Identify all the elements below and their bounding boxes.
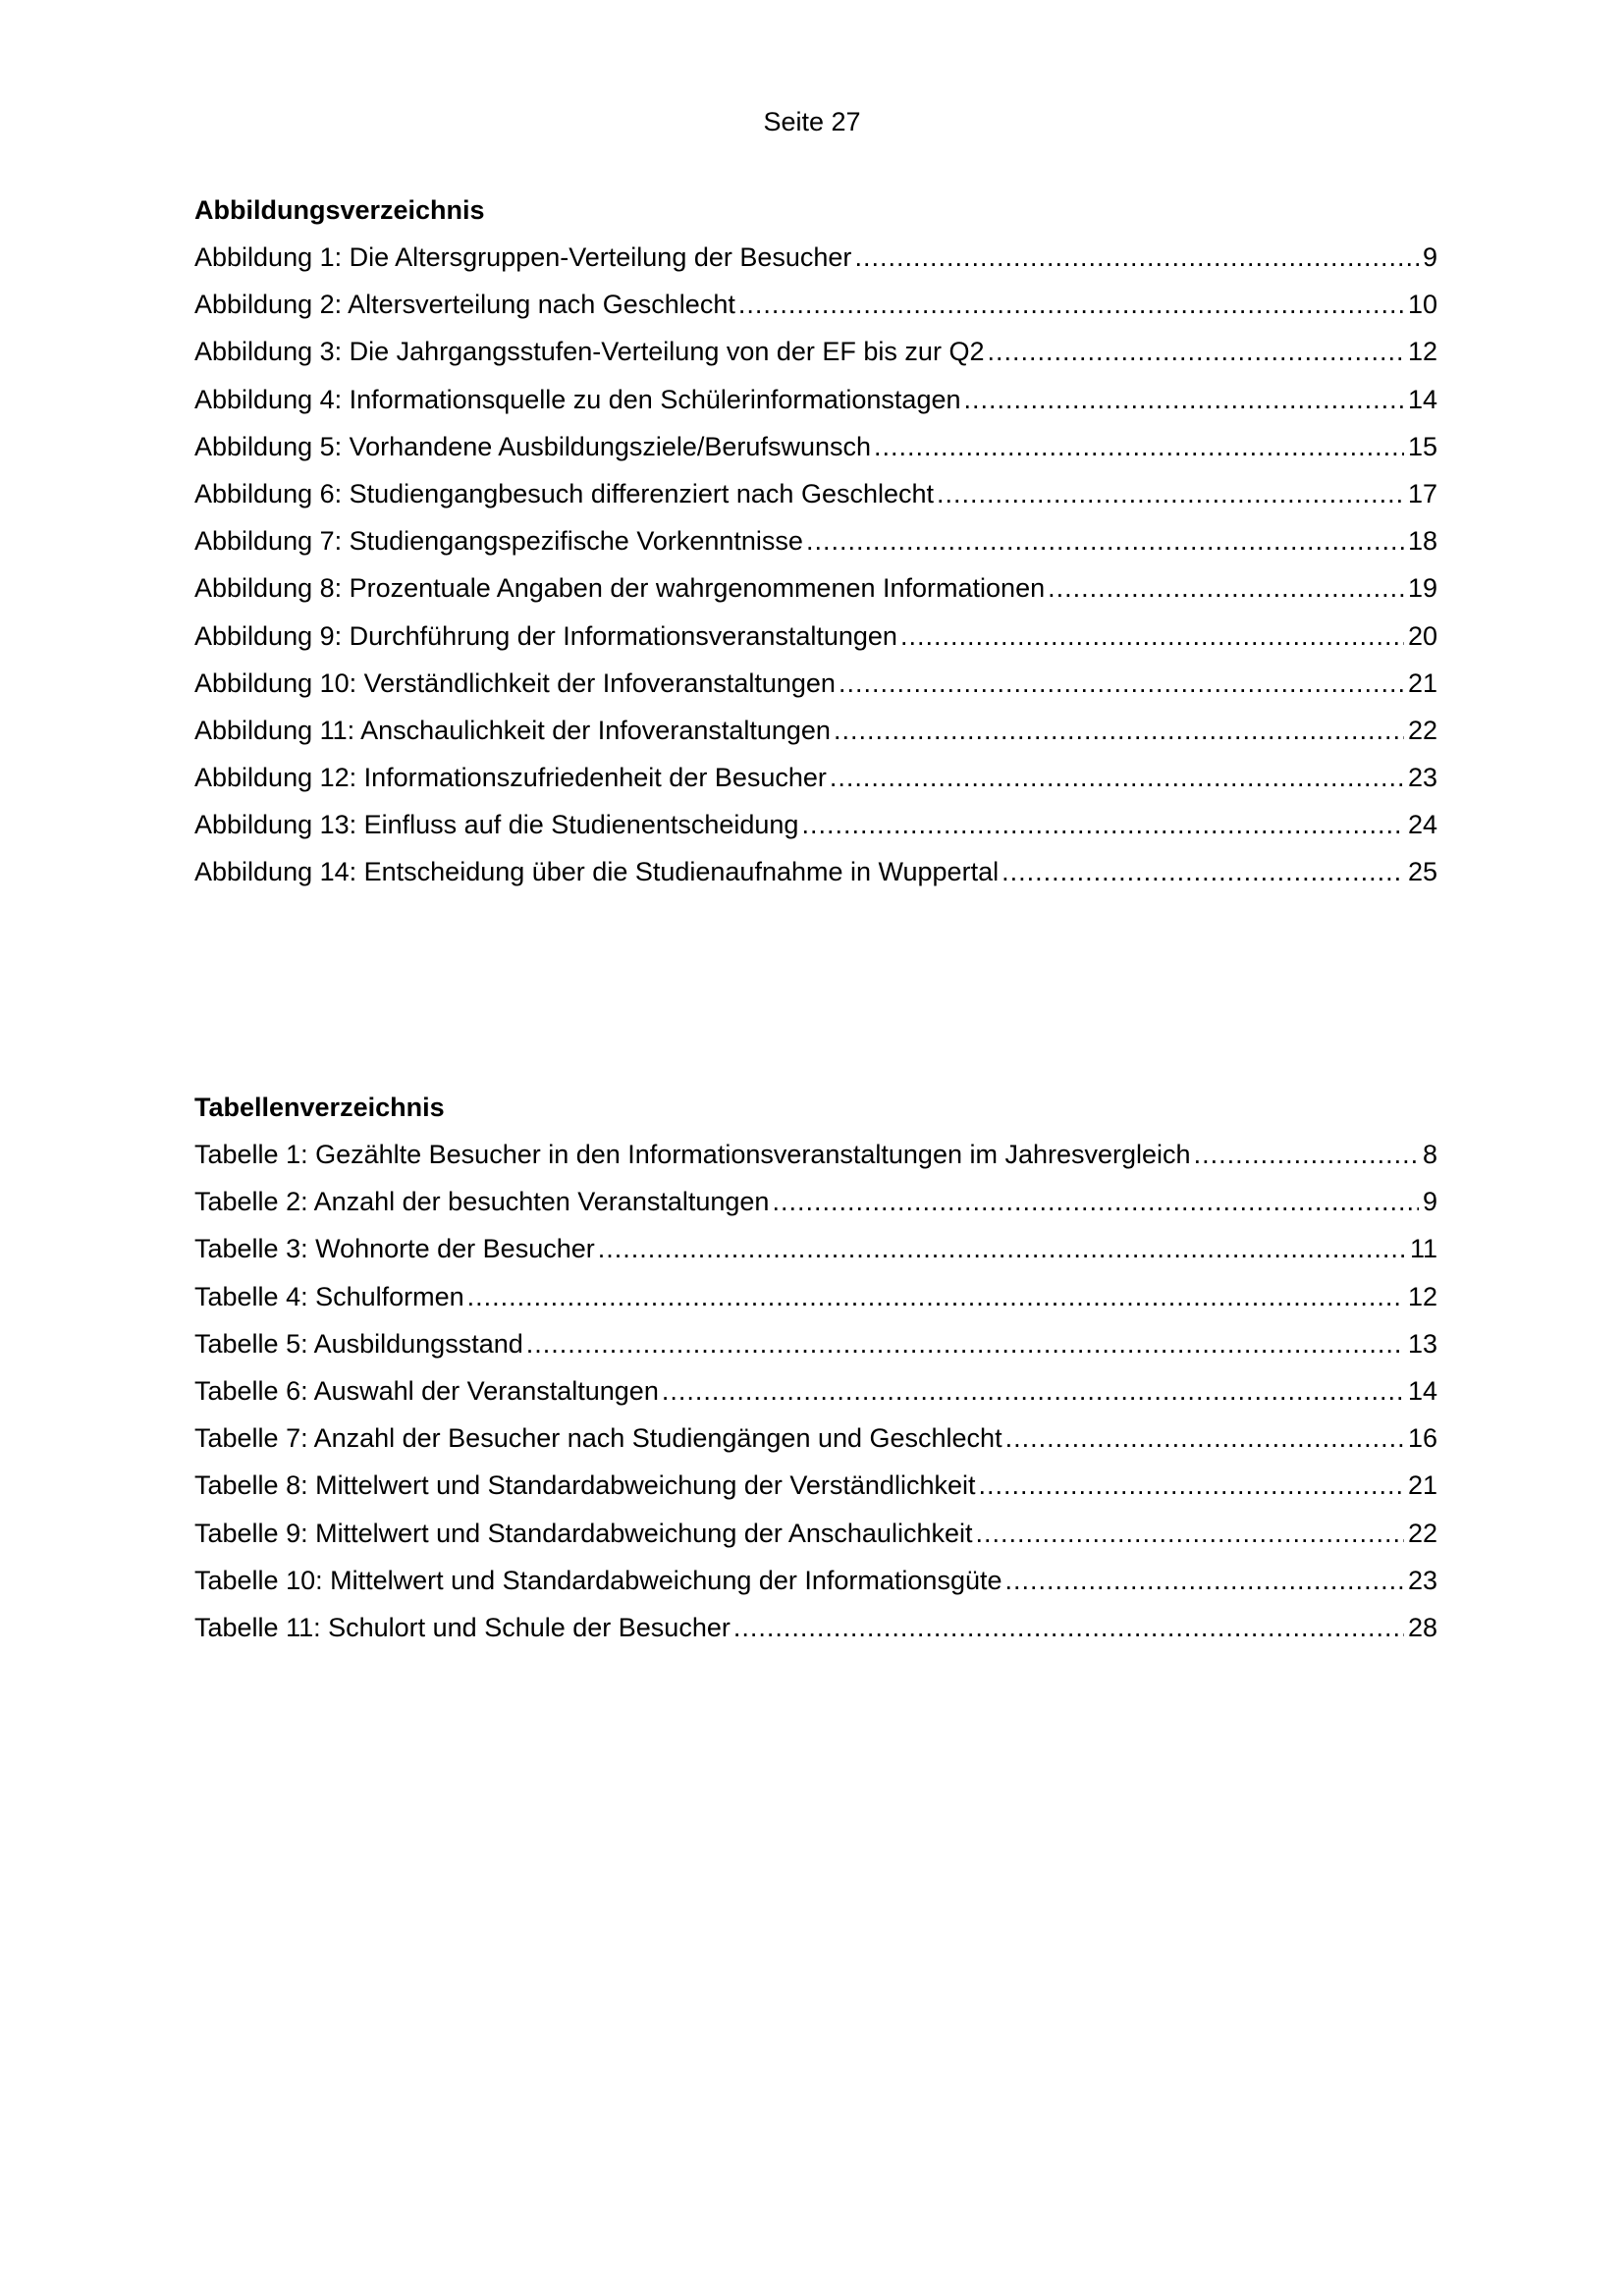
entry-page-number: 19 (1407, 573, 1437, 604)
table-entry[interactable] (194, 1231, 1437, 1278)
entry-label: Abbildung 12: Informationszufriedenheit der Besucher (194, 763, 827, 793)
entry-page-number: 18 (1407, 526, 1437, 557)
dot-leader (598, 1231, 1406, 1266)
entry-label: Tabelle 8: Mittelwert und Standardabweichung der Verständlichkeit (194, 1470, 976, 1501)
entry-label: Abbildung 8: Prozentuale Angaben der wahrgenommenen Informationen (194, 573, 1046, 604)
entry-page-number: 10 (1407, 290, 1437, 320)
figure-entry[interactable] (194, 240, 1437, 287)
entry-page-number: 15 (1407, 431, 1437, 461)
entry-page-number: 17 (1407, 478, 1437, 508)
entry-label: Tabelle 2: Anzahl der besuchten Veranstaltungen (194, 1187, 770, 1217)
entry-page-number: 16 (1407, 1423, 1437, 1454)
entry-label: Abbildung 14: Entscheidung über die Studienaufnahme in Wuppertal (194, 857, 1000, 887)
dot-leader (900, 618, 1404, 654)
dot-leader (978, 1468, 1403, 1503)
dot-leader (937, 476, 1404, 511)
dot-leader (1005, 1563, 1404, 1598)
list-of-figures (194, 192, 1437, 902)
entry-page-number: 21 (1407, 667, 1437, 698)
entry-page-number: 25 (1407, 857, 1437, 887)
figure-entry[interactable] (194, 760, 1437, 807)
entry-page-number: 21 (1407, 1470, 1437, 1501)
entry-label: Abbildung 1: Die Altersgruppen-Verteilung der Besucher (194, 242, 852, 272)
list-of-tables (194, 1090, 1437, 1657)
dot-leader (526, 1326, 1404, 1362)
dot-leader (839, 666, 1404, 701)
entry-label: Abbildung 4: Informationsquelle zu den Schülerinformationstagen (194, 384, 961, 414)
table-entry[interactable] (194, 1279, 1437, 1326)
list-of-tables-entries (194, 1137, 1437, 1657)
table-entry[interactable] (194, 1563, 1437, 1610)
dot-leader (987, 334, 1403, 369)
entry-label: Abbildung 11: Anschaulichkeit der Infoveranstaltungen (194, 715, 831, 745)
entry-page-number: 8 (1422, 1140, 1437, 1169)
entry-page-number: 9 (1422, 242, 1437, 272)
dot-leader (467, 1279, 1404, 1314)
dot-leader (874, 429, 1404, 464)
entry-label: Abbildung 13: Einfluss auf die Studienentscheidung (194, 810, 799, 840)
entry-page-number: 11 (1409, 1234, 1437, 1264)
entry-label: Tabelle 6: Auswahl der Veranstaltungen (194, 1375, 659, 1406)
entry-label: Tabelle 4: Schulformen (194, 1281, 464, 1311)
figure-entry[interactable] (194, 570, 1437, 617)
entry-page-number: 24 (1407, 810, 1437, 840)
entry-page-number: 14 (1407, 384, 1437, 414)
entry-label: Tabelle 1: Gezählte Besucher in den Informationsveranstaltungen im Jahresvergleich (194, 1140, 1191, 1169)
entry-page-number: 12 (1407, 1281, 1437, 1311)
entry-label: Tabelle 5: Ausbildungsstand (194, 1328, 523, 1359)
page-number: Seite 27 (763, 107, 861, 136)
entry-page-number: 22 (1407, 715, 1437, 745)
entry-label: Tabelle 7: Anzahl der Besucher nach Studiengängen und Geschlecht (194, 1423, 1002, 1454)
entry-page-number: 9 (1422, 1187, 1437, 1217)
dot-leader (830, 760, 1404, 795)
dot-leader (772, 1184, 1419, 1219)
table-entry[interactable] (194, 1373, 1437, 1420)
figure-entry[interactable] (194, 429, 1437, 476)
list-of-figures-title: Abbildungsverzeichnis (194, 195, 485, 225)
table-entry[interactable] (194, 1516, 1437, 1563)
entry-label: Abbildung 2: Altersverteilung nach Geschlecht (194, 290, 735, 320)
entry-label: Abbildung 3: Die Jahrgangsstufen-Verteilung von der EF bis zur Q2 (194, 337, 985, 367)
dot-leader (733, 1610, 1404, 1645)
dot-leader (1005, 1420, 1404, 1456)
dot-leader (964, 382, 1404, 417)
entry-page-number: 28 (1407, 1612, 1437, 1642)
dot-leader (1194, 1137, 1419, 1172)
figure-entry[interactable] (194, 618, 1437, 666)
dot-leader (975, 1516, 1403, 1551)
entry-label: Abbildung 10: Verständlichkeit der Infoveranstaltungen (194, 667, 836, 698)
entry-label: Abbildung 5: Vorhandene Ausbildungsziele/Berufswunsch (194, 431, 871, 461)
entry-label: Tabelle 9: Mittelwert und Standardabweichung der Anschaulichkeit (194, 1518, 973, 1548)
entry-label: Abbildung 6: Studiengangbesuch differenziert nach Geschlecht (194, 478, 935, 508)
dot-leader (1001, 854, 1404, 889)
entry-page-number: 12 (1407, 337, 1437, 367)
figure-entry[interactable] (194, 713, 1437, 760)
entry-page-number: 14 (1407, 1375, 1437, 1406)
dot-leader (738, 287, 1404, 322)
entry-page-number: 13 (1407, 1328, 1437, 1359)
dot-leader (662, 1373, 1404, 1409)
dot-leader (1048, 570, 1404, 606)
figure-entry[interactable] (194, 476, 1437, 523)
figure-entry[interactable] (194, 287, 1437, 334)
entry-page-number: 23 (1407, 1565, 1437, 1595)
entry-label: Tabelle 10: Mittelwert und Standardabweichung der Informationsgüte (194, 1565, 1002, 1595)
list-of-tables-title: Tabellenverzeichnis (194, 1093, 445, 1122)
dot-leader (801, 807, 1404, 842)
entry-label: Tabelle 3: Wohnorte der Besucher (194, 1234, 595, 1264)
entry-label: Abbildung 9: Durchführung der Informationsveranstaltungen (194, 620, 897, 651)
figure-entry[interactable] (194, 382, 1437, 429)
table-entry[interactable] (194, 1420, 1437, 1468)
figure-entry[interactable] (194, 523, 1437, 570)
table-entry[interactable] (194, 1468, 1437, 1515)
table-entry[interactable] (194, 1610, 1437, 1657)
dot-leader (834, 713, 1404, 748)
dot-leader (854, 240, 1419, 275)
figure-entry[interactable] (194, 854, 1437, 901)
entry-label: Tabelle 11: Schulort und Schule der Besucher (194, 1612, 731, 1642)
table-entry[interactable] (194, 1137, 1437, 1184)
entry-label: Abbildung 7: Studiengangspezifische Vorkenntnisse (194, 526, 803, 557)
table-entry[interactable] (194, 1326, 1437, 1373)
entry-page-number: 23 (1407, 763, 1437, 793)
list-of-figures-entries (194, 240, 1437, 902)
table-entry[interactable] (194, 1184, 1437, 1231)
figure-entry[interactable] (194, 807, 1437, 854)
figure-entry[interactable] (194, 666, 1437, 713)
dot-leader (806, 523, 1404, 559)
figure-entry[interactable] (194, 334, 1437, 381)
entry-page-number: 20 (1407, 620, 1437, 651)
entry-page-number: 22 (1407, 1518, 1437, 1548)
